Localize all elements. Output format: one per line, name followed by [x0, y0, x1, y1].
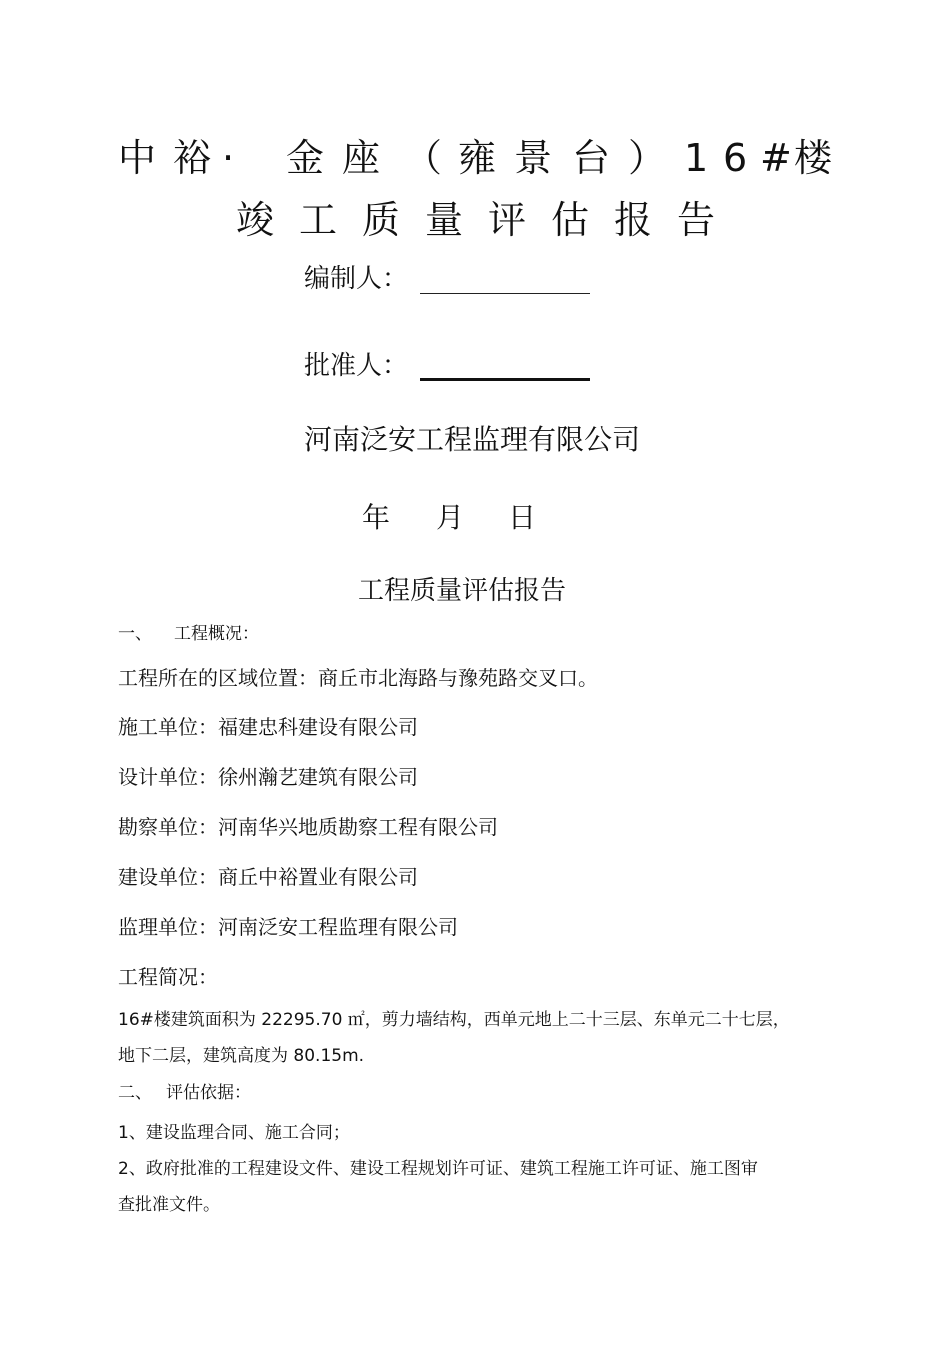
report-heading: 工程质量评估报告	[358, 576, 567, 606]
basis-item-1: 1、建设监理合同、施工合同；	[118, 1123, 350, 1143]
project-location: 工程所在的区域位置：商丘市北海路与豫苑路交叉口。	[118, 666, 598, 690]
date-month: 月	[436, 501, 465, 534]
section1-number: 一、	[118, 624, 152, 644]
owner-unit: 建设单位：商丘中裕置业有限公司	[118, 865, 418, 889]
date-day: 日	[508, 501, 537, 534]
basis-item-2: 2、政府批准的工程建设文件、建设工程规划许可证、建筑工程施工许可证、施工图审	[118, 1159, 758, 1179]
brief-line1: 16#楼建筑面积为 22295.70 ㎡，剪力墙结构，西单元地上二十三层、东单元二十七层，	[118, 1010, 790, 1030]
title-char: 楼	[794, 136, 833, 180]
brief-line2: 地下二层，建筑高度为 80.15m.	[118, 1046, 365, 1066]
title-char: 6	[723, 136, 748, 180]
date-year: 年	[362, 501, 391, 534]
construction-unit: 施工单位：福建忠科建设有限公司	[118, 715, 418, 739]
approver-label: 批准人：	[304, 351, 409, 381]
title-char: 竣	[236, 198, 275, 242]
title-char: 1	[684, 136, 709, 180]
title-char: 工	[299, 198, 338, 242]
basis-item-2-cont: 查批准文件。	[118, 1195, 220, 1215]
compiler-label: 编制人：	[304, 264, 409, 294]
title-char: 中	[118, 136, 157, 180]
title-char: 裕	[173, 136, 212, 180]
title-char: 评	[488, 198, 527, 242]
compiler-signature-line	[420, 293, 590, 294]
title-char: 座	[342, 136, 381, 180]
title-char: 质	[362, 198, 401, 242]
title-char: 景	[514, 136, 553, 180]
title-char: 台	[572, 136, 611, 180]
company-name: 河南泛安工程监理有限公司	[304, 423, 641, 456]
brief-label: 工程简况：	[118, 965, 218, 989]
title-char: 雍	[458, 136, 497, 180]
supervision-unit: 监理单位：河南泛安工程监理有限公司	[118, 915, 458, 939]
title-char: #	[760, 136, 792, 180]
title-char: ·	[222, 136, 235, 180]
title-char: 报	[614, 198, 653, 242]
section1-title: 工程概况：	[174, 624, 259, 644]
title-char: ）	[628, 136, 667, 180]
title-char: 金	[286, 136, 325, 180]
title-char: 估	[551, 198, 590, 242]
title-char: （	[404, 136, 443, 180]
design-unit: 设计单位：徐州瀚艺建筑有限公司	[118, 765, 418, 789]
approver-signature-line	[420, 378, 590, 381]
section2-title: 评估依据：	[166, 1083, 251, 1103]
section2-number: 二、	[118, 1083, 152, 1103]
survey-unit: 勘察单位：河南华兴地质勘察工程有限公司	[118, 815, 498, 839]
title-char: 告	[677, 198, 716, 242]
title-char: 量	[425, 198, 464, 242]
